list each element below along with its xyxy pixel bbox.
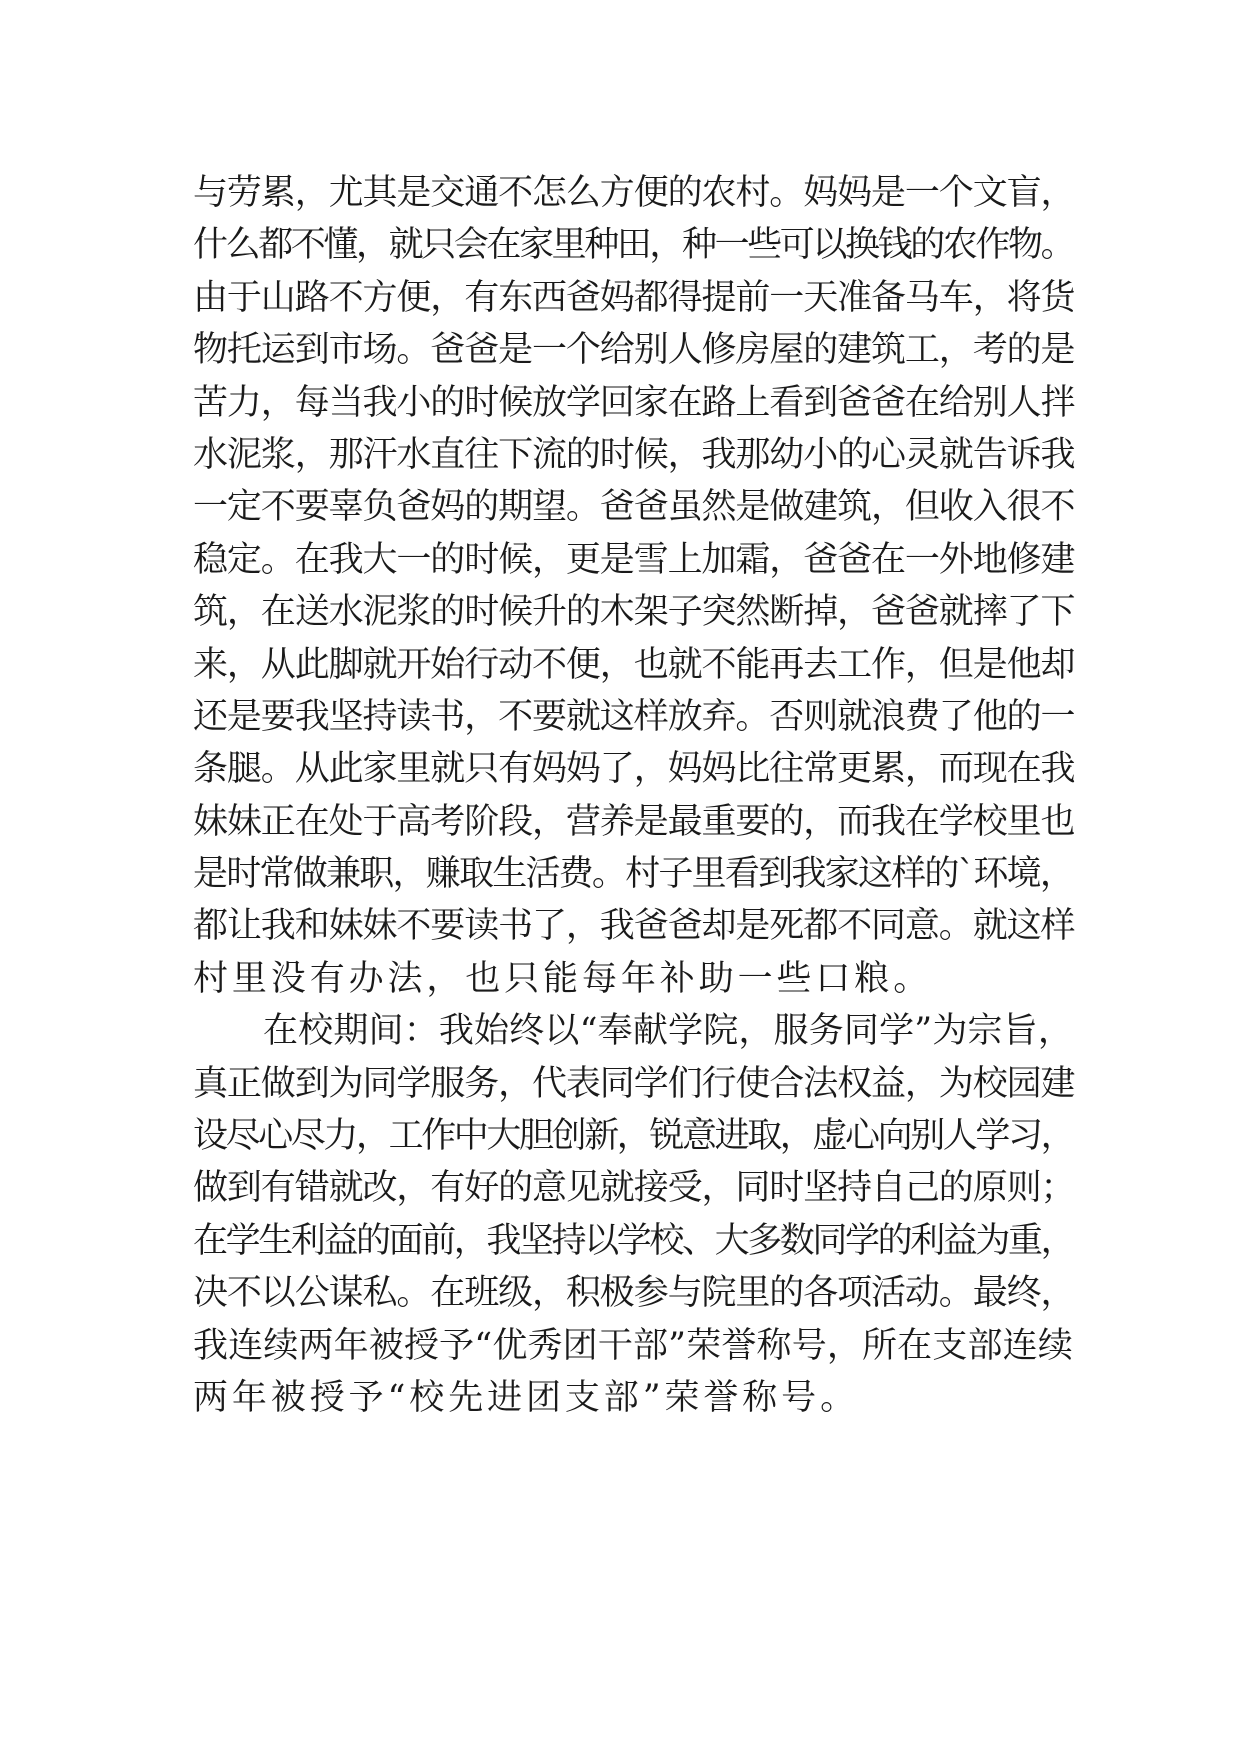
text-line: 水泥浆，那汗水直往下流的时候，我那幼小的心灵就告诉我 [193,434,1075,475]
paragraph-2 [193,1005,1073,1424]
text-line: 一定不要辜负爸妈的期望。爸爸虽然是做建筑，但收入很不 [193,487,1075,528]
text-line: 来，从此脚就开始行动不便，也就不能再去工作，但是他却 [193,644,1075,685]
text-line: 由于山路不方便，有东西爸妈都得提前一天准备马车，将货 [193,277,1075,318]
text-line: 在校期间：我始终以“奉献学院，服务同学”为宗旨， [263,1011,1073,1052]
text-line: 两年被授予“校先进团支部”荣誉称号。 [193,1377,859,1418]
paragraph-1 [193,167,1073,1005]
text-line: 物托运到市场。爸爸是一个给别人修房屋的建筑工，考的是 [193,330,1075,371]
text-line: 决不以公谋私。在班级，积极参与院里的各项活动。最终， [193,1273,1075,1314]
body-text [193,167,1073,1424]
text-line: 还是要我坚持读书，不要就这样放弃。否则就浪费了他的一 [193,696,1075,737]
text-line: 真正做到为同学服务，代表同学们行使合法权益，为校园建 [193,1063,1075,1104]
text-line: 筑，在送水泥浆的时候升的木架子突然断掉，爸爸就摔了下 [193,592,1075,633]
text-line: 稳定。在我大一的时候，更是雪上加霜，爸爸在一外地修建 [193,539,1075,580]
text-line: 什么都不懂，就只会在家里种田，种一些可以换钱的农作物。 [193,225,1073,266]
text-line: 设尽心尽力，工作中大胆创新，锐意进取，虚心向别人学习， [193,1116,1073,1157]
text-line: 做到有错就改，有好的意见就接受，同时坚持自己的原则； [193,1168,1075,1209]
text-line: 在学生利益的面前，我坚持以学校、大多数同学的利益为重， [193,1220,1073,1261]
text-line: 苦力，每当我小的时候放学回家在路上看到爸爸在给别人拌 [193,382,1075,423]
text-line: 是时常做兼职，赚取生活费。村子里看到我家这样的`环境， [193,854,1073,895]
text-line: 都让我和妹妹不要读书了，我爸爸却是死都不同意。就这样 [193,906,1075,947]
text-line: 与劳累，尤其是交通不怎么方便的农村。妈妈是一个文盲， [193,173,1075,213]
text-line: 我连续两年被授予“优秀团干部”荣誉称号，所在支部连续 [193,1325,1073,1366]
text-line: 条腿。从此家里就只有妈妈了，妈妈比往常更累，而现在我 [193,749,1075,790]
text-line: 村里没有办法，也只能每年补助一些口粮。 [193,958,933,999]
text-line: 妹妹正在处于高考阶段，营养是最重要的，而我在学校里也 [193,801,1075,842]
